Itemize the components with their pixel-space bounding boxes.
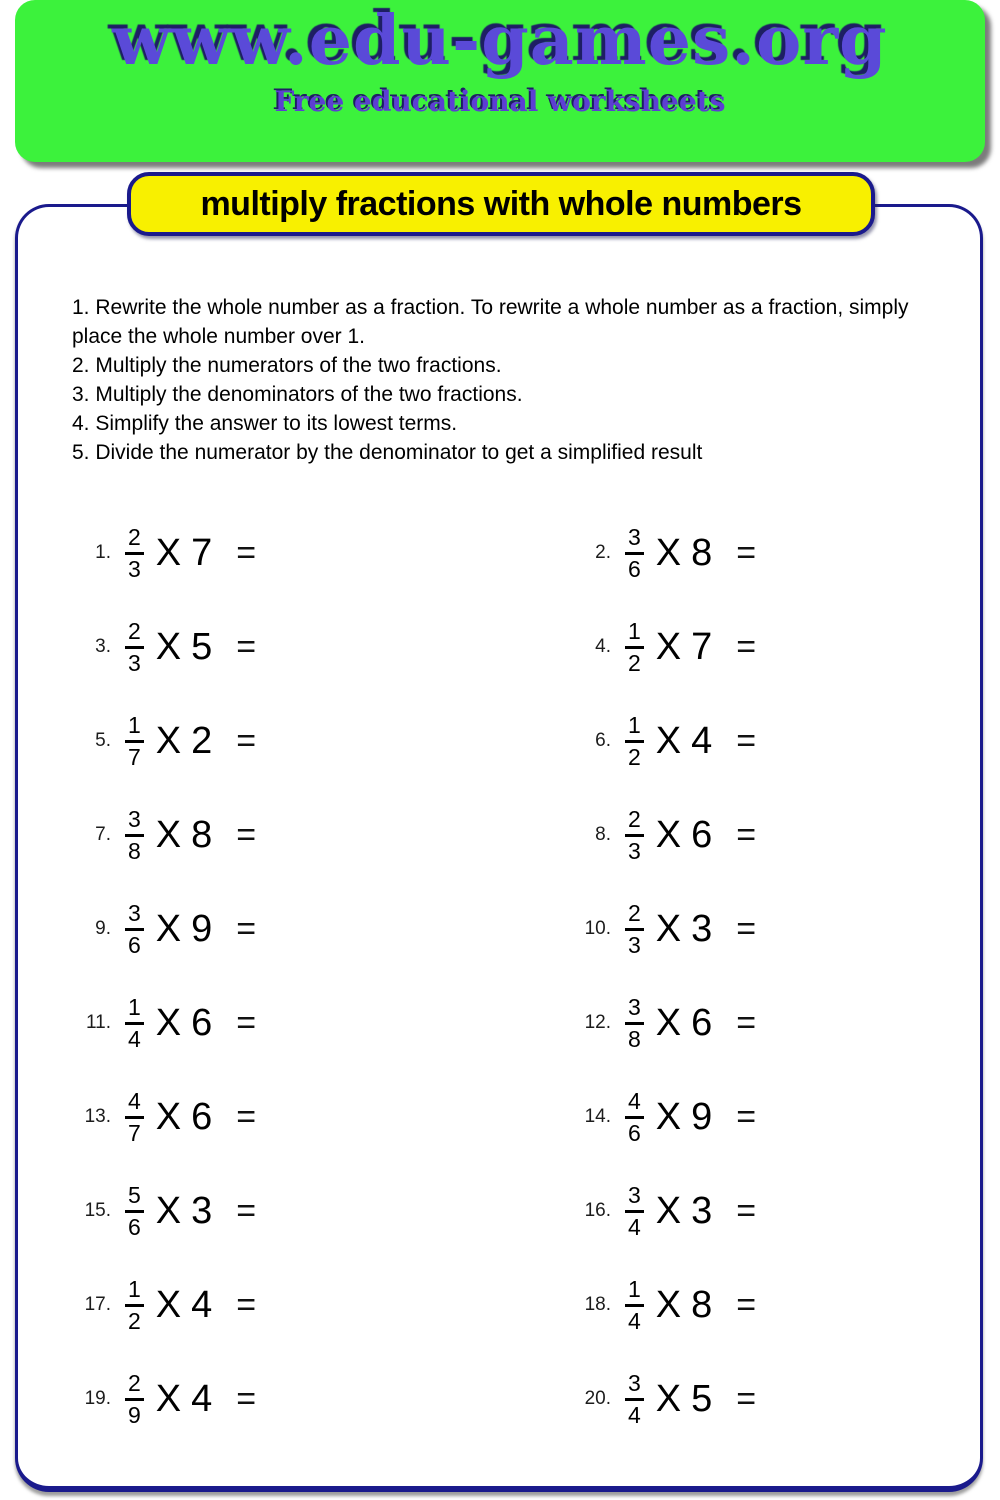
fraction-numerator: 1 xyxy=(628,617,641,644)
fraction-numerator: 5 xyxy=(128,1181,141,1208)
fraction xyxy=(125,617,144,676)
whole-number: 9 xyxy=(691,1095,713,1138)
problem-number: 16. xyxy=(584,1200,611,1221)
fraction-numerator: 2 xyxy=(628,805,641,832)
problem-row xyxy=(575,805,955,864)
fraction xyxy=(625,1369,644,1428)
problems-grid xyxy=(75,506,955,1446)
fraction-numerator: 1 xyxy=(128,1275,141,1302)
problem-row xyxy=(75,1181,575,1240)
fraction xyxy=(625,805,644,864)
fraction-denominator: 3 xyxy=(625,834,644,863)
whole-number: 9 xyxy=(191,907,213,950)
fraction-denominator: 7 xyxy=(125,1116,144,1145)
equals-sign: = xyxy=(736,1003,757,1042)
fraction xyxy=(125,805,144,864)
fraction-denominator: 9 xyxy=(125,1398,144,1427)
fraction xyxy=(125,1181,144,1240)
fraction-denominator: 6 xyxy=(625,1116,644,1145)
problem-number: 15. xyxy=(84,1200,111,1221)
whole-number: 8 xyxy=(191,813,213,856)
fraction-numerator: 3 xyxy=(628,1369,641,1396)
fraction-denominator: 4 xyxy=(125,1022,144,1051)
equals-sign: = xyxy=(236,815,257,854)
whole-number: 6 xyxy=(691,813,713,856)
problem-row xyxy=(575,899,955,958)
fraction-numerator: 3 xyxy=(628,993,641,1020)
fraction-numerator: 1 xyxy=(628,711,641,738)
equals-sign: = xyxy=(736,1191,757,1230)
problem-number: 14. xyxy=(584,1106,611,1127)
multiply-symbol: X xyxy=(655,907,682,950)
problem-row xyxy=(75,805,575,864)
multiply-symbol: X xyxy=(655,813,682,856)
instruction-step: 3. Multiply the denominators of the two fractions. xyxy=(72,383,523,406)
problem-row xyxy=(575,617,955,676)
multiply-symbol: X xyxy=(155,1001,182,1044)
problem-row xyxy=(75,1275,575,1334)
fraction xyxy=(625,523,644,582)
problem-number: 1. xyxy=(95,542,111,563)
problem-number: 10. xyxy=(584,918,611,939)
whole-number: 6 xyxy=(191,1001,213,1044)
multiply-symbol: X xyxy=(155,907,182,950)
whole-number: 2 xyxy=(191,719,213,762)
multiply-symbol: X xyxy=(155,813,182,856)
problem-row xyxy=(575,1181,955,1240)
whole-number: 3 xyxy=(691,907,713,950)
problem-number: 5. xyxy=(95,730,111,751)
equals-sign: = xyxy=(736,909,757,948)
whole-number: 8 xyxy=(691,531,713,574)
worksheet-title: multiply fractions with whole numbers xyxy=(200,184,802,223)
instruction-step: 1. Rewrite the whole number as a fraction. To rewrite a whole number as a fraction, simply place the whole number over 1. xyxy=(72,296,909,348)
fraction xyxy=(625,1275,644,1334)
problem-row xyxy=(575,711,955,770)
multiply-symbol: X xyxy=(655,1001,682,1044)
problem-row xyxy=(75,1087,575,1146)
whole-number: 5 xyxy=(691,1377,713,1420)
instruction-step: 2. Multiply the numerators of the two fractions. xyxy=(72,354,502,377)
whole-number: 6 xyxy=(191,1095,213,1138)
multiply-symbol: X xyxy=(155,1189,182,1232)
problem-row xyxy=(75,617,575,676)
multiply-symbol: X xyxy=(655,1283,682,1326)
fraction-numerator: 1 xyxy=(128,711,141,738)
fraction xyxy=(625,993,644,1052)
fraction-numerator: 2 xyxy=(128,1369,141,1396)
equals-sign: = xyxy=(236,721,257,760)
equals-sign: = xyxy=(736,721,757,760)
problem-number: 13. xyxy=(84,1106,111,1127)
equals-sign: = xyxy=(736,1097,757,1136)
problem-row xyxy=(575,1087,955,1146)
worksheet-title-box xyxy=(127,172,875,236)
multiply-symbol: X xyxy=(155,1377,182,1420)
problem-number: 19. xyxy=(84,1388,111,1409)
multiply-symbol: X xyxy=(155,719,182,762)
fraction-numerator: 3 xyxy=(128,805,141,832)
problem-number: 4. xyxy=(595,636,611,657)
fraction-denominator: 4 xyxy=(625,1304,644,1333)
problem-number: 9. xyxy=(95,918,111,939)
fraction-denominator: 2 xyxy=(125,1304,144,1333)
site-header-banner xyxy=(15,0,985,162)
multiply-symbol: X xyxy=(655,1095,682,1138)
fraction xyxy=(125,1087,144,1146)
equals-sign: = xyxy=(236,1379,257,1418)
fraction-numerator: 1 xyxy=(128,993,141,1020)
multiply-symbol: X xyxy=(155,531,182,574)
instruction-step: 4. Simplify the answer to its lowest terms. xyxy=(72,412,458,435)
whole-number: 4 xyxy=(191,1377,213,1420)
fraction xyxy=(125,993,144,1052)
fraction xyxy=(125,1275,144,1334)
problem-row xyxy=(75,1369,575,1428)
equals-sign: = xyxy=(736,1285,757,1324)
fraction-denominator: 6 xyxy=(625,552,644,581)
fraction xyxy=(625,711,644,770)
problem-number: 6. xyxy=(595,730,611,751)
fraction-numerator: 4 xyxy=(128,1087,141,1114)
problem-number: 12. xyxy=(584,1012,611,1033)
fraction-denominator: 4 xyxy=(625,1210,644,1239)
fraction-denominator: 6 xyxy=(125,1210,144,1239)
fraction xyxy=(625,617,644,676)
whole-number: 7 xyxy=(191,531,213,574)
fraction-denominator: 6 xyxy=(125,928,144,957)
fraction-denominator: 7 xyxy=(125,740,144,769)
fraction-denominator: 3 xyxy=(625,928,644,957)
site-title: www.edu-games.org xyxy=(112,1,888,81)
multiply-symbol: X xyxy=(655,1377,682,1420)
problem-number: 11. xyxy=(85,1012,111,1033)
equals-sign: = xyxy=(236,1191,257,1230)
equals-sign: = xyxy=(236,533,257,572)
fraction-numerator: 3 xyxy=(628,1181,641,1208)
problem-row xyxy=(75,523,575,582)
problem-row xyxy=(75,993,575,1052)
whole-number: 3 xyxy=(691,1189,713,1232)
fraction-numerator: 3 xyxy=(628,523,641,550)
whole-number: 4 xyxy=(691,719,713,762)
problem-row xyxy=(575,993,955,1052)
problem-number: 3. xyxy=(95,636,111,657)
equals-sign: = xyxy=(236,1003,257,1042)
fraction-numerator: 2 xyxy=(628,899,641,926)
fraction-numerator: 4 xyxy=(628,1087,641,1114)
problem-row xyxy=(575,523,955,582)
whole-number: 5 xyxy=(191,625,213,668)
fraction xyxy=(125,523,144,582)
problem-row xyxy=(575,1275,955,1334)
whole-number: 8 xyxy=(691,1283,713,1326)
fraction-denominator: 3 xyxy=(125,646,144,675)
fraction xyxy=(125,1369,144,1428)
equals-sign: = xyxy=(236,909,257,948)
equals-sign: = xyxy=(736,815,757,854)
fraction-denominator: 3 xyxy=(125,552,144,581)
equals-sign: = xyxy=(236,627,257,666)
multiply-symbol: X xyxy=(655,625,682,668)
fraction-numerator: 3 xyxy=(128,899,141,926)
multiply-symbol: X xyxy=(155,625,182,668)
fraction xyxy=(625,1181,644,1240)
instructions-block xyxy=(72,293,952,467)
multiply-symbol: X xyxy=(655,1189,682,1232)
fraction-denominator: 8 xyxy=(625,1022,644,1051)
problem-number: 20. xyxy=(584,1388,611,1409)
fraction-numerator: 2 xyxy=(128,523,141,550)
fraction-denominator: 2 xyxy=(625,740,644,769)
equals-sign: = xyxy=(736,533,757,572)
problem-number: 2. xyxy=(595,542,611,563)
equals-sign: = xyxy=(736,627,757,666)
problem-number: 7. xyxy=(95,824,111,845)
equals-sign: = xyxy=(236,1285,257,1324)
problem-row xyxy=(75,711,575,770)
fraction xyxy=(125,711,144,770)
problem-number: 8. xyxy=(595,824,611,845)
fraction xyxy=(125,899,144,958)
whole-number: 6 xyxy=(691,1001,713,1044)
fraction-numerator: 1 xyxy=(628,1275,641,1302)
fraction xyxy=(625,899,644,958)
multiply-symbol: X xyxy=(655,719,682,762)
whole-number: 3 xyxy=(191,1189,213,1232)
equals-sign: = xyxy=(736,1379,757,1418)
multiply-symbol: X xyxy=(155,1283,182,1326)
fraction-denominator: 2 xyxy=(625,646,644,675)
problem-row xyxy=(75,899,575,958)
equals-sign: = xyxy=(236,1097,257,1136)
problem-number: 18. xyxy=(584,1294,611,1315)
problem-row xyxy=(575,1369,955,1428)
multiply-symbol: X xyxy=(155,1095,182,1138)
problem-number: 17. xyxy=(84,1294,111,1315)
site-tagline: Free educational worksheets xyxy=(274,84,726,118)
multiply-symbol: X xyxy=(655,531,682,574)
fraction xyxy=(625,1087,644,1146)
whole-number: 7 xyxy=(691,625,713,668)
instruction-step: 5. Divide the numerator by the denominator to get a simplified result xyxy=(72,441,703,464)
whole-number: 4 xyxy=(191,1283,213,1326)
fraction-numerator: 2 xyxy=(128,617,141,644)
fraction-denominator: 4 xyxy=(625,1398,644,1427)
fraction-denominator: 8 xyxy=(125,834,144,863)
